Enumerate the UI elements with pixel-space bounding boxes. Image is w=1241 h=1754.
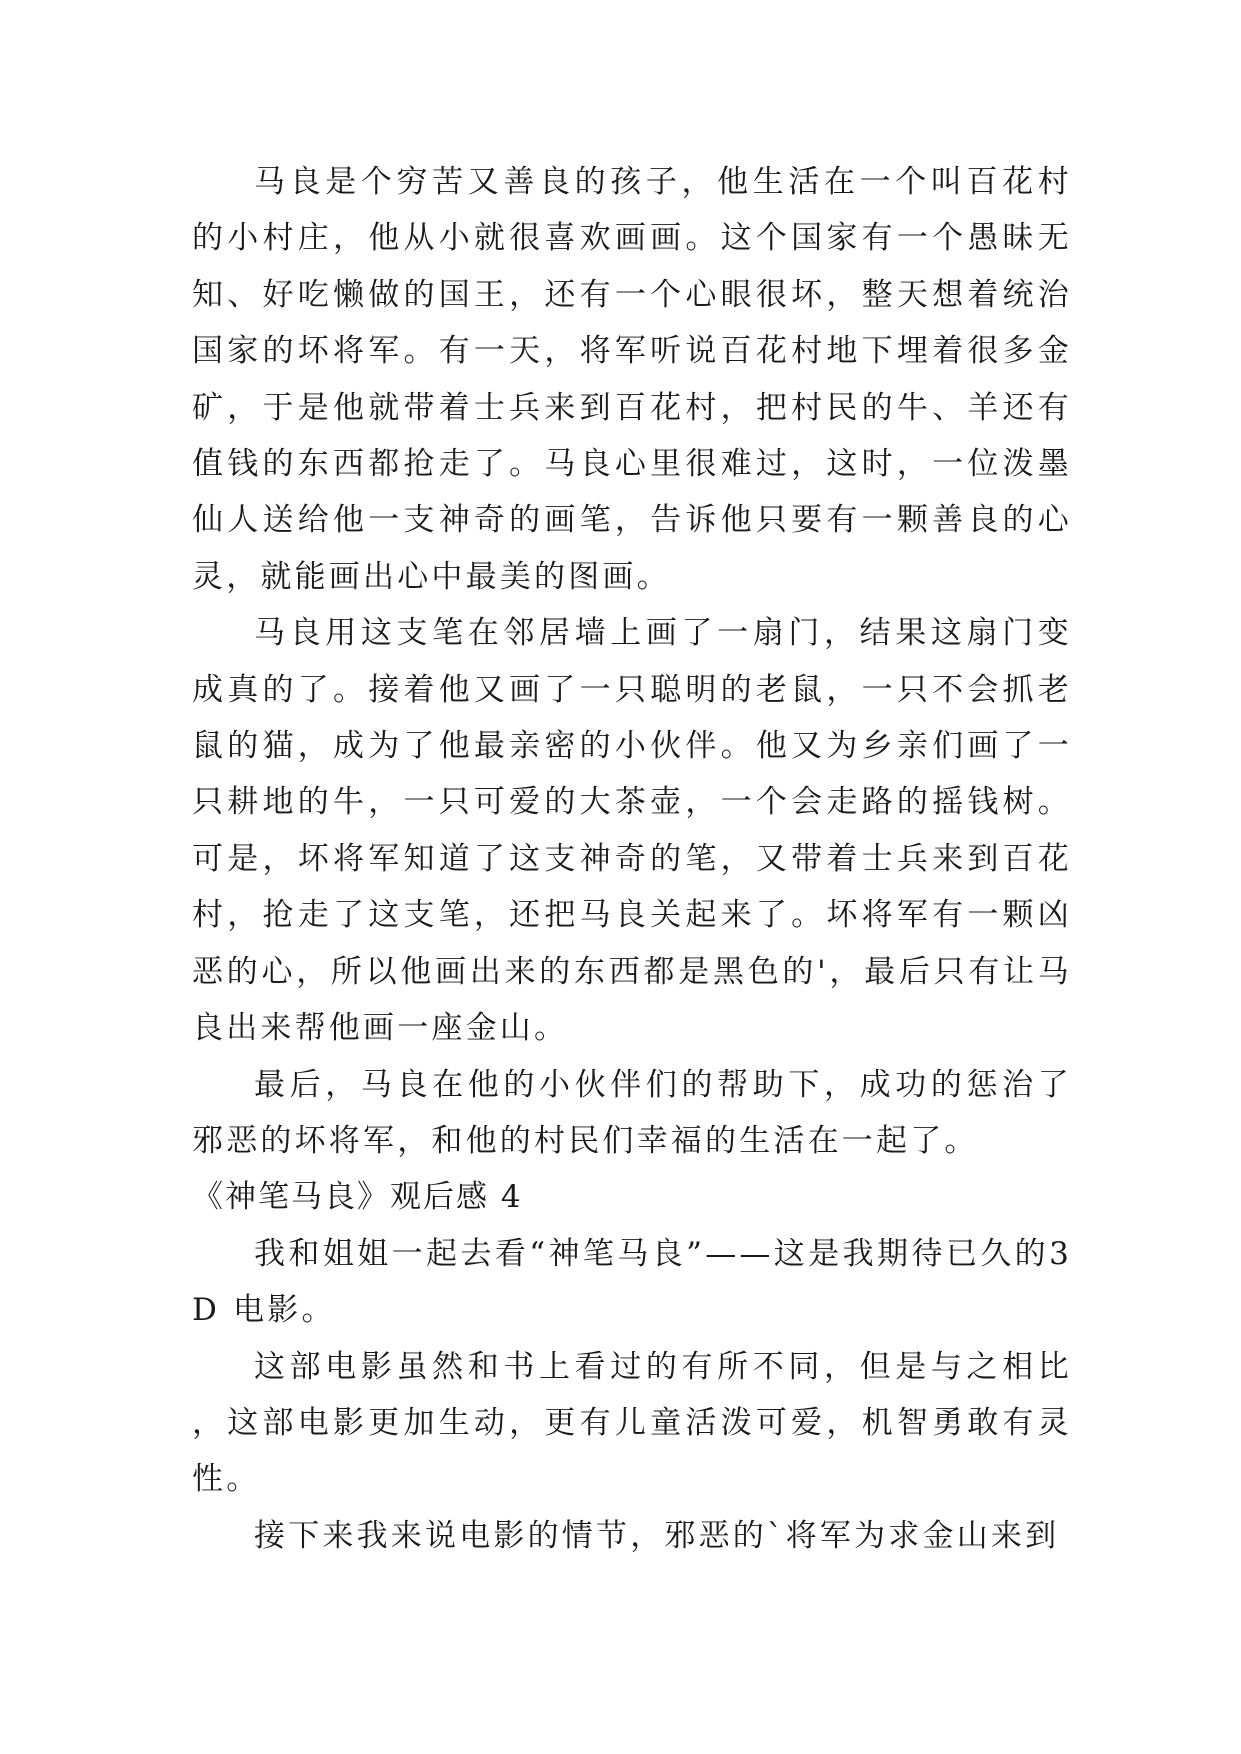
review-paragraph-1: 我和姐姐一起去看“神笔马良”——这是我期待已久的3D 电影。 <box>192 1235 1072 1329</box>
review-paragraph-2: 这部电影虽然和书上看过的有所不同，但是与之相比，这部电影更加生动，更有儿童活泼可爱，机智勇敢有灵性。 <box>192 1348 1072 1498</box>
review-paragraph-3: 接下来我来说电影的情节，邪恶的`将军为求金山来到 <box>254 1517 1060 1554</box>
story-paragraph-2: 马良用这支笔在邻居墙上画了一扇门，结果这扇门变成真的了。接着他又画了一只聪明的老鼠，一只不会抓老鼠的猫，成为了他最亲密的小伙伴。他又为乡亲们画了一只耕地的牛，一只可爱的大茶壶，一个会走路的摇钱树。可是，坏将军知道了这支神奇的笔，又带着士兵来到百花村，抢走了这支笔，还把马良关起来了。坏将军有一颗凶恶的心，所以他画出来的东西都是黑色的'，最后只有让马良出来帮他画一座金山。 <box>192 615 1072 1047</box>
document-body <box>192 154 1072 1564</box>
section-heading: 《神笔马良》观后感 4 <box>192 1179 523 1216</box>
story-paragraph-1: 马良是个穷苦又善良的孩子，他生活在一个叫百花村的小村庄，他从小就很喜欢画画。这个国家有一个愚昧无知、好吃懒做的国王，还有一个心眼很坏，整天想着统治国家的坏将军。有一天，将军听说百花村地下埋着很多金矿，于是他就带着士兵来到百花村，把村民的牛、羊还有值钱的东西都抢走了。马良心里很难过，这时，一位泼墨仙人送给他一支神奇的画笔，告诉他只要有一颗善良的心灵，就能画出心中最美的图画。 <box>192 164 1072 595</box>
story-paragraph-3: 最后，马良在他的小伙伴们的帮助下，成功的惩治了邪恶的坏将军，和他的村民们幸福的生活在一起了。 <box>192 1066 1072 1159</box>
